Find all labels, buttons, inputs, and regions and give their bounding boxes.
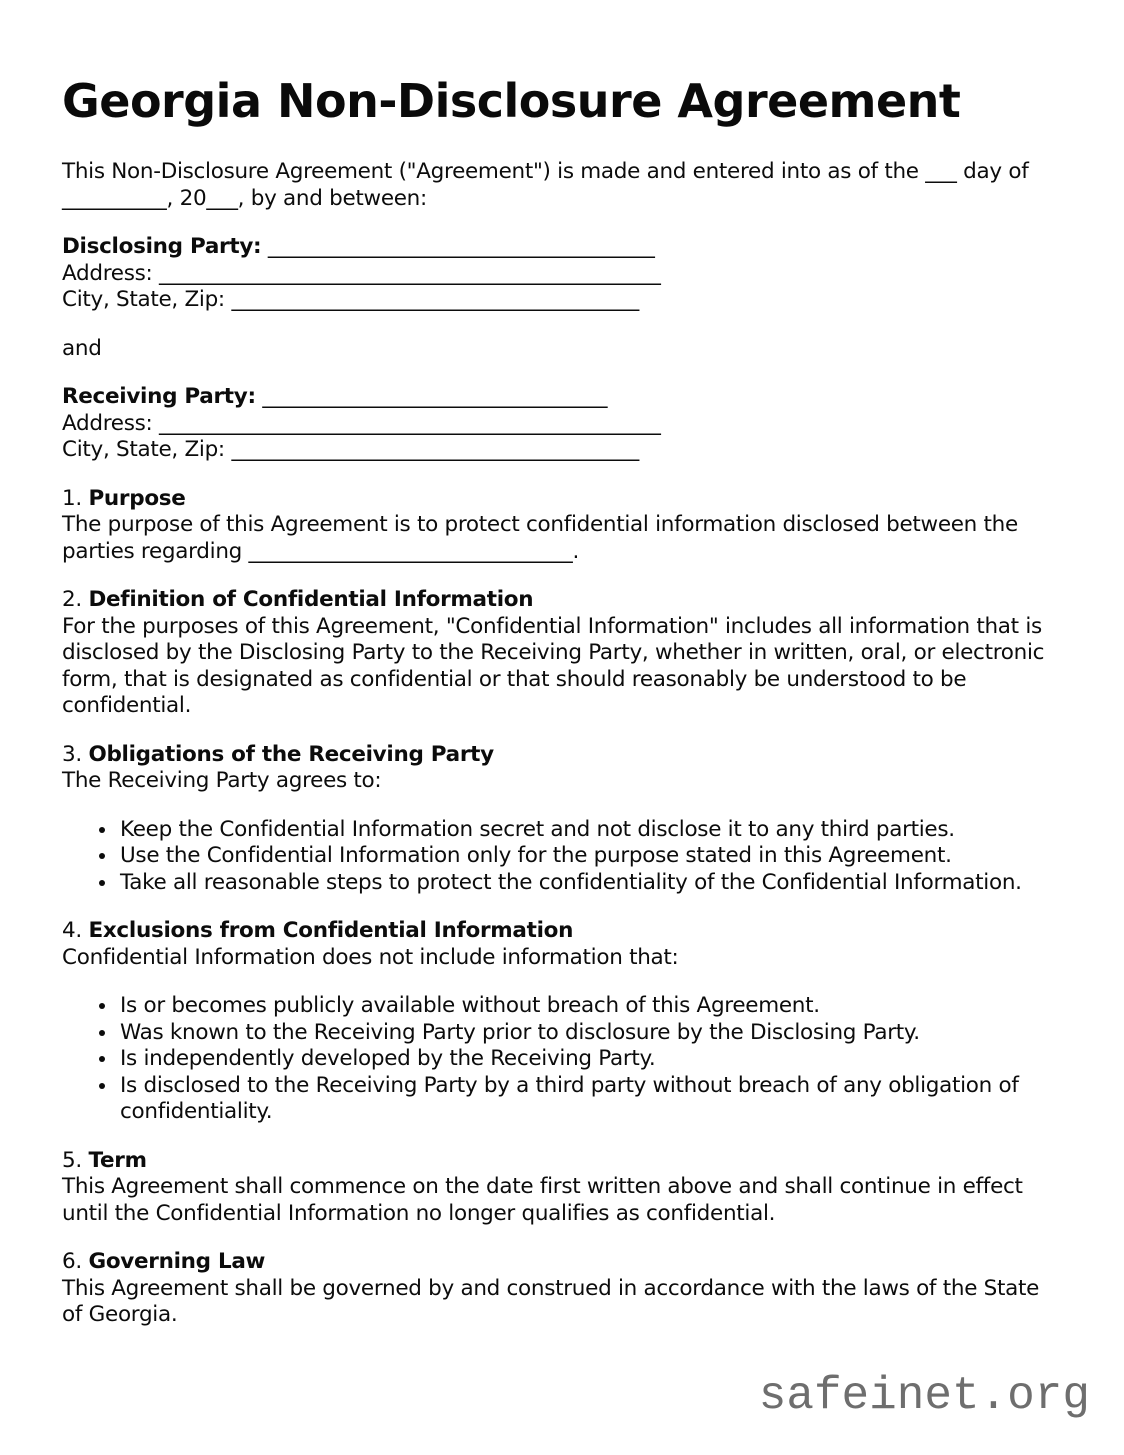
list-item: • Use the Confidential Information only for the purpose stated in this Agreement.	[118, 843, 1062, 870]
section-governing-law	[62, 1249, 1062, 1329]
section-definition	[62, 587, 1062, 720]
section-1-number: 1.	[62, 485, 82, 511]
disclosing-address-blank: ________________________________________________	[159, 260, 661, 286]
intro-paragraph: This Non-Disclosure Agreement ("Agreement") is made and entered into as of the ___ day of __________, 20___, by and between:	[62, 159, 1029, 211]
list-item: • Take all reasonable steps to protect the confidentiality of the Confidential Information.	[118, 870, 1062, 897]
section-5-number: 5.	[62, 1147, 82, 1173]
obligations-list	[62, 817, 1062, 897]
section-exclusions	[62, 918, 1062, 971]
section-term	[62, 1148, 1062, 1228]
section-5-heading: Term	[88, 1147, 147, 1173]
section-1-heading: Purpose	[88, 485, 186, 511]
section-2-heading: Definition of Confidential Information	[88, 587, 534, 613]
and-connector: and	[62, 335, 102, 361]
list-item: • Keep the Confidential Information secret and not disclose it to any third parties.	[118, 817, 1062, 844]
section-1-body: The purpose of this Agreement is to protect confidential information disclosed between the parties regarding _______________________________.	[62, 512, 1018, 564]
section-6-number: 6.	[62, 1249, 82, 1275]
section-4-lead: Confidential Information does not include information that:	[62, 944, 679, 970]
disclosing-party-label: Disclosing Party:	[62, 234, 262, 260]
section-4-heading: Exclusions from Confidential Information	[88, 918, 574, 944]
receiving-party-name-blank: _________________________________	[262, 384, 608, 410]
document-title: Georgia Non-Disclosure Agreement	[62, 74, 961, 128]
receiving-address-blank: ________________________________________________	[159, 410, 661, 436]
receiving-city-blank: _______________________________________	[231, 437, 639, 463]
exclusions-list	[62, 993, 1062, 1126]
disclosing-city-blank: _______________________________________	[231, 287, 639, 313]
section-3-number: 3.	[62, 741, 82, 767]
section-6-heading: Governing Law	[88, 1249, 266, 1275]
receiving-city-label: City, State, Zip:	[62, 437, 225, 463]
section-2-body: For the purposes of this Agreement, "Confidential Information" includes all information that is disclosed by the Disclosing Party to the Receiving Party, whether in written, oral, or electronic form, that is designated as confidential or that should reasonably be understood to be confidential.	[62, 613, 1045, 719]
list-item: • Was known to the Receiving Party prior to disclosure by the Disclosing Party.	[118, 1020, 1062, 1047]
receiving-party-label: Receiving Party:	[62, 384, 256, 410]
disclosing-party-name-blank: _____________________________________	[267, 234, 655, 260]
section-6-body: This Agreement shall be governed by and construed in accordance with the laws of the State of Georgia.	[62, 1275, 1040, 1328]
list-item: • Is disclosed to the Receiving Party by a third party without breach of any obligation of confidentiality.	[118, 1073, 1062, 1126]
disclosing-city-label: City, State, Zip:	[62, 287, 225, 313]
disclosing-address-label: Address:	[62, 260, 153, 286]
watermark-safeinet: safeinet.org	[758, 1370, 1090, 1422]
receiving-party-block	[62, 384, 1062, 464]
section-2-number: 2.	[62, 587, 82, 613]
section-5-body: This Agreement shall commence on the date first written above and shall continue in effect until the Confidential Information no longer qualifies as confidential.	[62, 1174, 1023, 1226]
section-obligations	[62, 742, 1062, 795]
section-3-lead: The Receiving Party agrees to:	[62, 768, 382, 794]
receiving-address-label: Address:	[62, 410, 153, 436]
disclosing-party-block	[62, 234, 1062, 314]
section-3-heading: Obligations of the Receiving Party	[88, 741, 494, 767]
list-item: • Is or becomes publicly available without breach of this Agreement.	[118, 993, 1062, 1020]
list-item: • Is independently developed by the Receiving Party.	[118, 1046, 1062, 1073]
section-purpose	[62, 486, 1062, 566]
section-4-number: 4.	[62, 918, 82, 944]
